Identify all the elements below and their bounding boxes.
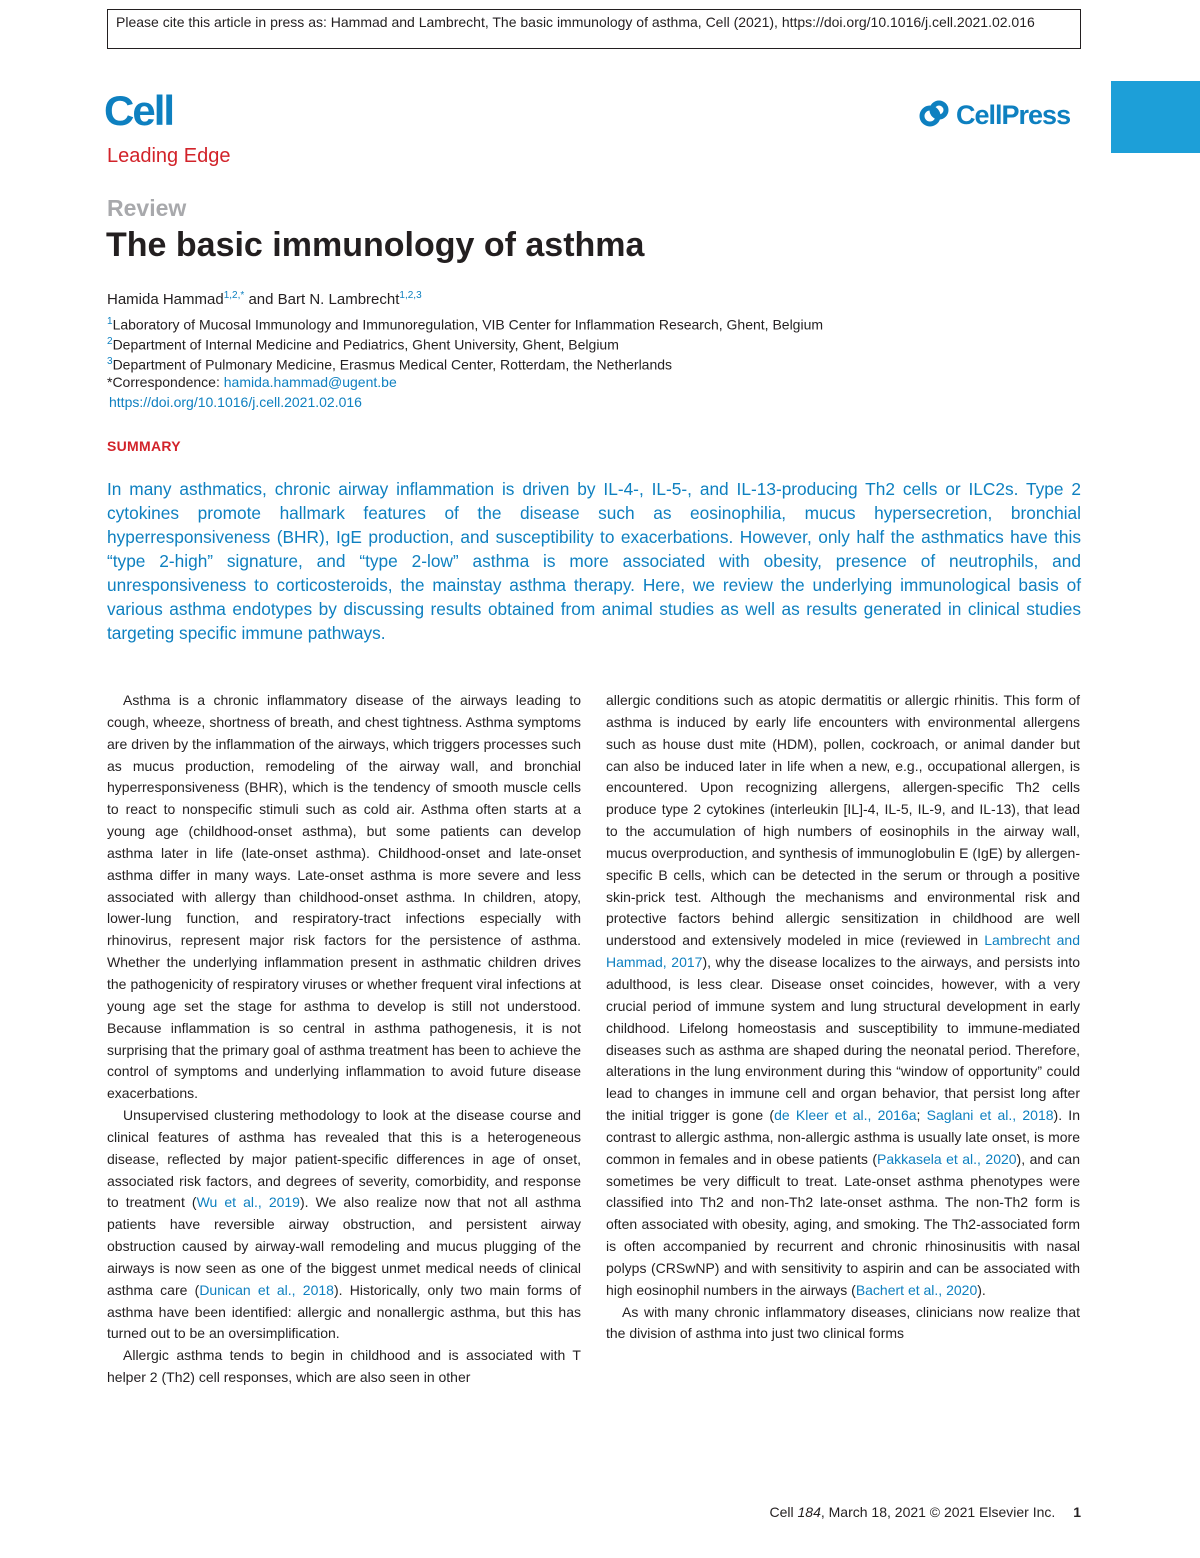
body-text: ). Historically, only two main forms of asthma have been identified: allergic and nonallergic asthma, but this has turned out to be an oversimplification. — [107, 1281, 582, 1342]
author-name: Hamida Hammad — [107, 291, 224, 308]
citation-link[interactable]: Dunican et al., 2018 — [199, 1281, 334, 1298]
section-name: Leading Edge — [107, 145, 231, 167]
cellpress-wordmark: CellPress — [956, 99, 1071, 130]
author-marks: 1,2,3 — [399, 290, 422, 301]
body-paragraph — [107, 1105, 581, 1345]
body-text: ). — [977, 1281, 986, 1298]
affiliation-number: 1 — [107, 316, 113, 327]
correspondence-label: *Correspondence: — [107, 374, 220, 390]
affiliation-text: Department of Pulmonary Medicine, Erasmus Medical Center, Rotterdam, the Netherlands — [112, 356, 673, 373]
article-title: The basic immunology of asthma — [106, 226, 645, 264]
author-list — [107, 290, 422, 308]
body-column-right — [606, 690, 1080, 1345]
affiliation-number: 3 — [107, 356, 113, 367]
doi-link[interactable]: https://doi.org/10.1016/j.cell.2021.02.016 — [109, 394, 362, 410]
summary-heading: SUMMARY — [107, 438, 181, 454]
affiliation-text: Department of Internal Medicine and Pediatrics, Ghent University, Ghent, Belgium — [112, 336, 619, 353]
footer-journal: Cell — [769, 1504, 794, 1520]
body-column-left — [107, 690, 581, 1389]
body-text: As with many chronic inflammatory diseases, clinicians now realize that the division of asthma into just two clinical forms — [606, 1303, 1080, 1342]
page-number: 1 — [1073, 1504, 1081, 1520]
body-paragraph — [107, 690, 581, 1105]
article-type: Review — [107, 195, 187, 221]
summary-text: In many asthmatics, chronic airway inflammation is driven by IL-4-, IL-5-, and IL-13-producing Th2 cells or ILC2s. Type 2 cytokines promote hallmark features of the disease such as eosinophilia, mucus hypersecretion, bronchial hyperresponsiveness (BHR), IgE production, and susceptibility to exacerbations. However, only half the asthmatics have this “type 2-high” signature, and “type 2-low” asthma is more associated with obesity, presence of neutrophils, and unresponsiveness to corticosteroids, the mainstay asthma therapy. Here, we review the underlying immunological basis of various asthma endotypes by discussing results obtained from animal studies as well as results generated in clinical studies targeting specific immune pathways. — [107, 479, 1081, 643]
body-text: Asthma is a chronic inflammatory disease of the airways leading to cough, wheeze, shortness of breath, and chest tightness. Asthma symptoms are driven by the inflammation of the airways, which triggers processes such as mucus production, remodeling of the airway wall, and bronchial hyperresponsiveness (BHR), which is the tendency of smooth muscle cells to react to nonspecific stimuli such as cold air. Asthma often starts at a young age (childhood-onset asthma), but some patients can develop asthma later in life (late-onset asthma). Childhood-onset and late-onset asthma differ in many ways. Late-onset asthma is more severe and less associated with allergy than childhood-onset asthma. In children, atopy, lower-lung function, and respiratory-tract infections especially with rhinovirus, represent major risk factors for the persistence of asthma. Whether the underlying inflammation present in asthmatic children drives the pathogenicity of respiratory viruses or whether frequent viral infections at young age set the stage for asthma to develop is still not understood. Because inflammation is so central in asthma pathogenesis, it is not surprising that the primary goal of asthma treatment has been to achieve the control of symptoms and underlying inflammation to avoid future disease exacerbations. — [107, 692, 581, 1102]
correspondence-email-link[interactable]: hamida.hammad@ugent.be — [223, 374, 397, 390]
body-text: ), and can sometimes be very difficult to treat. Late-onset asthma phenotypes were classified into Th2 and non-Th2 late-onset asthma. The non-Th2 form is often associated with obesity, aging, and smoking. The Th2-associated form is often accompanied by recurrent and chronic rhinosinusitis with nasal polyps (CRSwNP) and with sensitivity to aspirin and can be associated with high eosinophil numbers in the airways ( — [606, 1150, 1080, 1298]
citation-link[interactable]: Pakkasela et al., 2020 — [877, 1150, 1017, 1167]
doi-line — [109, 392, 362, 412]
body-text: ). We also realize now that not all asthma patients have reversible airway obstruction, and persistent airway obstruction caused by airway-wall remodeling and mucus plugging of the airways is now seen as one of the biggest unmet medical needs of clinical asthma care ( — [107, 1194, 581, 1298]
body-paragraph — [606, 690, 1080, 1302]
body-text: Unsupervised clustering methodology to look at the disease course and clinical features of asthma has revealed that this is a heterogeneous disease, reflected by major patient-specific differences in age of onset, associated risk factors, and degrees of severity, comorbidity, and response to treatment ( — [107, 1107, 581, 1211]
footer-volume: 184 — [797, 1504, 821, 1520]
body-text: ). In contrast to allergic asthma, non-allergic asthma is usually late onset, is more common in females and in obese patients ( — [606, 1107, 1080, 1167]
body-text: ), why the disease localizes to the airways, and persists into adulthood, is less clear. Disease onset coincides, however, with a very crucial period of immune system and lung structural development in early childhood. Lifelong homeostasis and susceptibility to immune-mediated diseases such as asthma are shaped during the neonatal period. Therefore, alterations in the lung environment during this “window of opportunity” could lead to changes in immune cell and organ behavior, that persist long after the initial trigger is gone ( — [606, 954, 1080, 1124]
body-text: ; — [916, 1107, 927, 1124]
cell-journal-logo: Cell — [104, 87, 174, 134]
body-text: allergic conditions such as atopic dermatitis or allergic rhinitis. This form of asthma is induced by early life encounters with environmental allergens such as house dust mite (HDM), pollen, cockroach, or animal dander but can also be induced later in life when a new, e.g., occupational allergen, is encountered. Upon recognizing allergens, allergen-specific Th2 cells produce type 2 cytokines (interleukin [IL]-4, IL-5, IL-9, and IL-13), that lead to the accumulation of high numbers of eosinophils in the airway wall, mucus overproduction, and synthesis of immunoglobulin E (IgE) by allergen-specific B cells, which can be detected in the serum or through a positive skin-prick test. Although the mechanisms and environmental risk and protective factors behind allergic sensitization in childhood are well understood and extensively modeled in mice (reviewed in — [606, 692, 1080, 949]
footer-date: , March 18, 2021 © 2021 Elsevier Inc. — [820, 1504, 1056, 1520]
body-paragraph — [606, 1302, 1080, 1346]
author-marks: 1,2,* — [223, 290, 245, 301]
affiliation-text: Laboratory of Mucosal Immunology and Immunoregulation, VIB Center for Inflammation Research, Ghent, Belgium — [112, 316, 824, 333]
blue-edge-tab — [1111, 81, 1200, 153]
citation-link[interactable]: de Kleer et al., 2016a — [774, 1107, 917, 1124]
body-text: Allergic asthma tends to begin in childhood and is associated with T helper 2 (Th2) cell responses, which are also seen in other — [107, 1347, 581, 1386]
affiliation-number: 2 — [107, 336, 113, 347]
citation-link[interactable]: Lambrecht and Hammad, 2017 — [606, 932, 1080, 971]
cellpress-logo — [918, 99, 1070, 131]
author-joiner: and — [248, 291, 274, 308]
author-name: Bart N. Lambrecht — [277, 291, 400, 308]
citation-link[interactable]: Saglani et al., 2018 — [926, 1107, 1054, 1124]
citation-notice: Please cite this article in press as: Hammad and Lambrecht, The basic immunology of asthma, Cell (2021), https://doi.org/10.1016/j.cell.2021.02.016 — [107, 9, 1081, 49]
citation-link[interactable]: Wu et al., 2019 — [196, 1194, 300, 1211]
cellpress-icon — [918, 99, 950, 131]
body-paragraph — [107, 1345, 581, 1389]
correspondence — [107, 372, 397, 392]
page-footer — [769, 1504, 1081, 1520]
citation-link[interactable]: Bachert et al., 2020 — [855, 1281, 978, 1298]
